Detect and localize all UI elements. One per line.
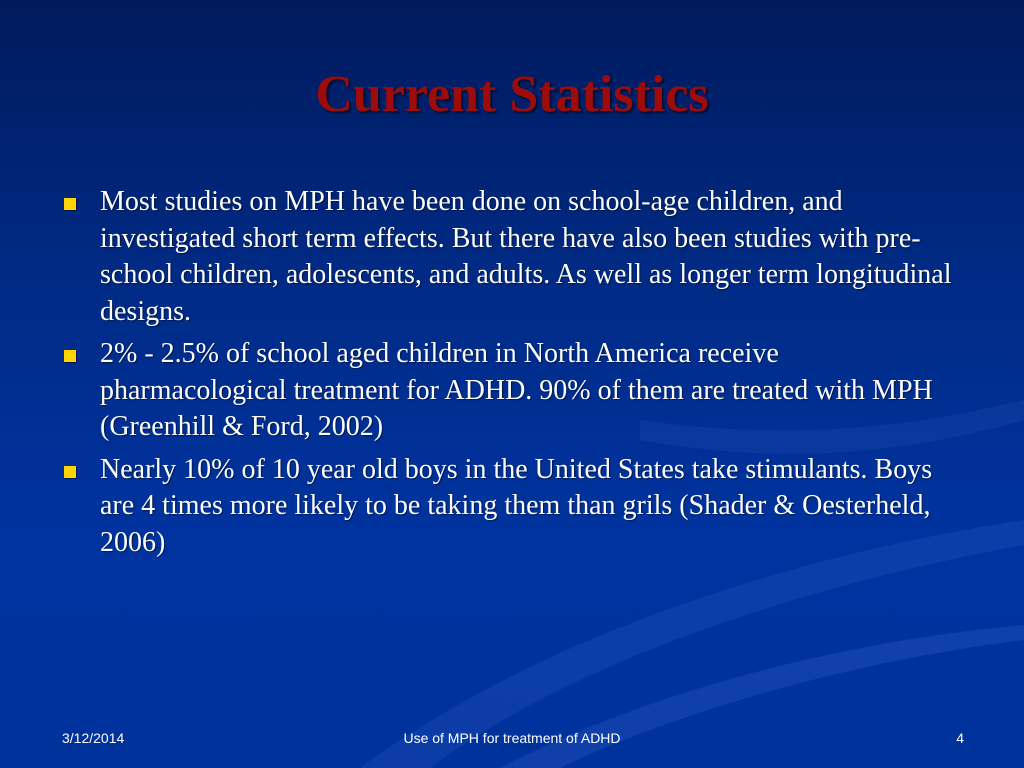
footer-title: Use of MPH for treatment of ADHD — [403, 730, 621, 746]
square-bullet-icon — [64, 198, 76, 210]
page-number: 4 — [956, 730, 964, 746]
bullet-item — [62, 184, 962, 330]
bullet-text: Nearly 10% of 10 year old boys in the United States take stimulants. Boys are 4 times more likely to be taking them than grils (Shader & Oesterheld, 2006) — [100, 453, 933, 558]
bullet-item — [62, 336, 962, 446]
bullet-text: Most studies on MPH have been done on school-age children, and investigated short term effects. But there have also been studies with pre-school children, adolescents, and adults. As well as longer term longitudinal designs. — [100, 186, 952, 327]
footer-date: 3/12/2014 — [62, 730, 125, 746]
bullet-text: 2% - 2.5% of school aged children in North America receive pharmacological treatment for ADHD. 90% of them are treated with MPH (Greenhill & Ford, 2002) — [100, 338, 933, 442]
square-bullet-icon — [64, 350, 76, 362]
square-bullet-icon — [64, 466, 76, 478]
bullet-item — [62, 452, 962, 562]
slide-title: Current Statistics — [315, 66, 709, 123]
bullet-list — [62, 184, 962, 567]
